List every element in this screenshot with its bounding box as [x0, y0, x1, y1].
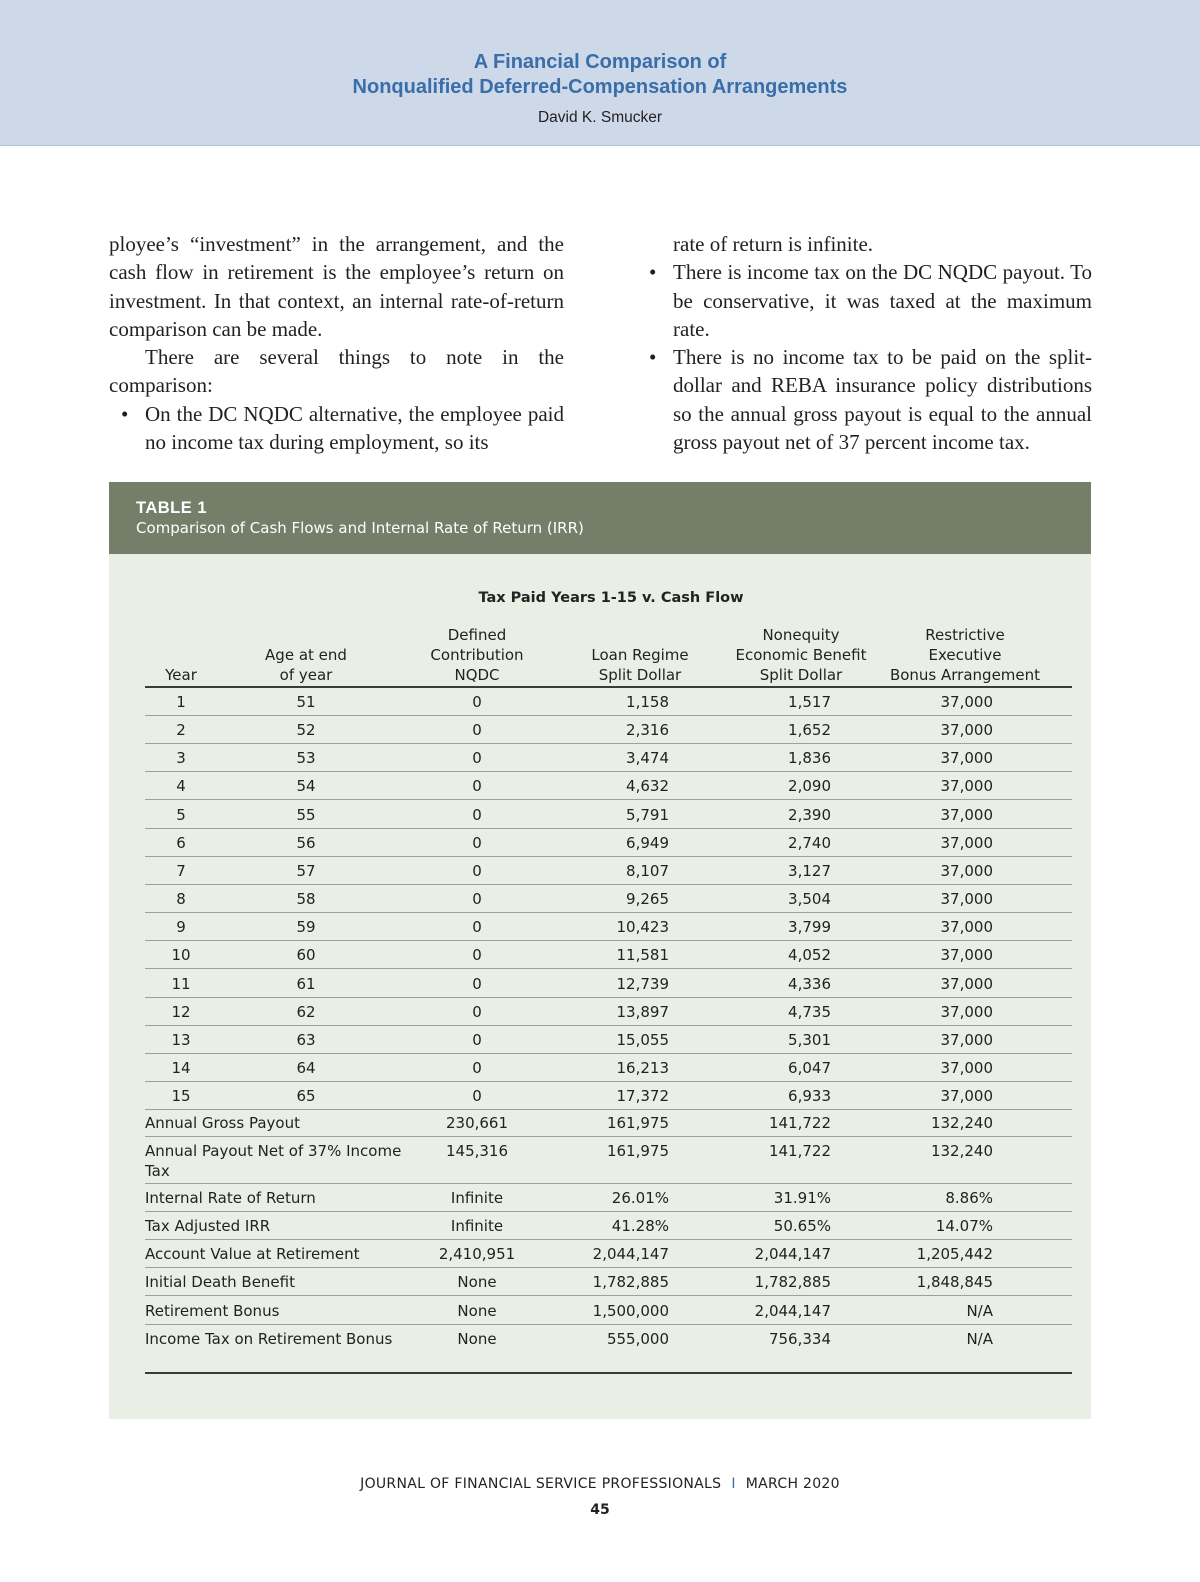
cell-reba: 37,000 — [940, 918, 993, 936]
table-rule — [145, 799, 1072, 800]
summary-label: Retirement Bonus — [145, 1302, 280, 1320]
cell-dc-nqdc: 0 — [472, 834, 482, 852]
cell-age: 64 — [296, 1059, 316, 1077]
cell-loan-regime: 5,791 — [626, 806, 669, 824]
bullet-continuation: rate of return is infinite. — [673, 232, 874, 256]
cell-year: 10 — [171, 946, 191, 964]
summary-reba: 132,240 — [930, 1142, 993, 1160]
summary-dc-nqdc: Infinite — [450, 1217, 504, 1235]
cell-loan-regime: 2,316 — [626, 721, 669, 739]
body-paragraph: ployee’s “investment” in the arrangement, and the cash flow in retirement is the employee’s return on investment. In that context, an internal rate-of-return comparison can be made. — [109, 232, 564, 341]
cell-year: 7 — [176, 862, 186, 880]
summary-loan-regime: 2,044,147 — [592, 1245, 669, 1263]
table-rule — [145, 1324, 1072, 1325]
cell-dc-nqdc: 0 — [472, 806, 482, 824]
cell-reba: 37,000 — [940, 721, 993, 739]
cell-nonequity: 5,301 — [788, 1031, 831, 1049]
cell-dc-nqdc: 0 — [472, 918, 482, 936]
cell-age: 59 — [296, 918, 316, 936]
summary-dc-nqdc: Infinite — [450, 1189, 504, 1207]
issue-date: MARCH 2020 — [745, 1476, 840, 1492]
summary-reba: 132,240 — [930, 1114, 993, 1132]
bullet-glyph: • — [121, 401, 129, 426]
table-rule — [145, 1211, 1072, 1212]
cell-reba: 37,000 — [940, 1003, 993, 1021]
summary-loan-regime: 1,782,885 — [592, 1273, 669, 1291]
cell-reba: 37,000 — [940, 1031, 993, 1049]
cell-year: 9 — [176, 918, 186, 936]
author-name: David K. Smucker — [537, 109, 663, 126]
table-rule — [145, 1295, 1072, 1296]
summary-loan-regime: 161,975 — [606, 1142, 669, 1160]
table-rule — [145, 771, 1072, 772]
cell-age: 58 — [296, 890, 316, 908]
cell-age: 60 — [296, 946, 316, 964]
cell-age: 51 — [296, 693, 316, 711]
cell-reba: 37,000 — [940, 890, 993, 908]
summary-dc-nqdc: None — [457, 1273, 497, 1291]
body-paragraph: There are several things to note in the comparison: — [109, 345, 564, 398]
cell-nonequity: 1,652 — [788, 721, 831, 739]
summary-loan-regime: 26.01% — [611, 1189, 669, 1207]
table-caption: Comparison of Cash Flows and Internal Rate of Return (IRR) — [136, 519, 584, 537]
summary-reba: N/A — [966, 1330, 993, 1348]
body-column-right — [637, 230, 1092, 456]
footer-separator: I — [731, 1476, 736, 1492]
cell-dc-nqdc: 0 — [472, 1059, 482, 1077]
cell-loan-regime: 6,949 — [626, 834, 669, 852]
cell-loan-regime: 17,372 — [616, 1087, 669, 1105]
cell-loan-regime: 1,158 — [626, 693, 669, 711]
cell-nonequity: 6,933 — [788, 1087, 831, 1105]
summary-label: Account Value at Retirement — [145, 1245, 360, 1263]
table-rule — [145, 743, 1072, 744]
cell-loan-regime: 13,897 — [616, 1003, 669, 1021]
summary-loan-regime: 1,500,000 — [592, 1302, 669, 1320]
cell-year: 15 — [171, 1087, 191, 1105]
summary-dc-nqdc: 2,410,951 — [438, 1245, 516, 1263]
bullet-item — [109, 400, 564, 457]
cell-nonequity: 3,504 — [788, 890, 831, 908]
cell-age: 61 — [296, 975, 316, 993]
summary-loan-regime: 41.28% — [611, 1217, 669, 1235]
summary-nonequity: 141,722 — [768, 1142, 831, 1160]
summary-dc-nqdc: 230,661 — [445, 1114, 509, 1132]
summary-reba: 8.86% — [945, 1189, 993, 1207]
summary-nonequity: 141,722 — [768, 1114, 831, 1132]
cell-loan-regime: 11,581 — [616, 946, 669, 964]
bullet-text: There is income tax on the DC NQDC payout. To be conservative, it was taxed at the maximum rate. — [673, 260, 1092, 341]
cell-dc-nqdc: 0 — [472, 1031, 482, 1049]
table-rule — [145, 968, 1072, 969]
summary-label: Income Tax on Retirement Bonus — [145, 1330, 393, 1348]
col-header-dc-nqdc: Defined Contribution NQDC — [430, 626, 524, 684]
bullet-item — [637, 343, 1092, 456]
cell-dc-nqdc: 0 — [472, 946, 482, 964]
cell-reba: 37,000 — [940, 806, 993, 824]
cell-loan-regime: 16,213 — [616, 1059, 669, 1077]
cell-nonequity: 4,336 — [788, 975, 831, 993]
cell-reba: 37,000 — [940, 834, 993, 852]
cell-nonequity: 2,390 — [788, 806, 831, 824]
summary-label: Annual Gross Payout — [145, 1114, 300, 1132]
cell-loan-regime: 4,632 — [626, 777, 669, 795]
cell-age: 57 — [296, 862, 316, 880]
cell-reba: 37,000 — [940, 1087, 993, 1105]
table-rule — [145, 1025, 1072, 1026]
cell-year: 3 — [176, 749, 186, 767]
cell-dc-nqdc: 0 — [472, 777, 482, 795]
summary-reba: 1,848,845 — [916, 1273, 993, 1291]
cell-age: 55 — [296, 806, 316, 824]
cell-loan-regime: 8,107 — [626, 862, 669, 880]
table-rule — [145, 1081, 1072, 1082]
cell-age: 63 — [296, 1031, 316, 1049]
cell-age: 65 — [296, 1087, 316, 1105]
summary-reba: N/A — [966, 1302, 993, 1320]
summary-nonequity: 2,044,147 — [754, 1302, 831, 1320]
cell-age: 52 — [296, 721, 316, 739]
table-rule — [145, 1053, 1072, 1054]
summary-nonequity: 756,334 — [768, 1330, 831, 1348]
bullet-text: There is no income tax to be paid on the split-dollar and REBA insurance policy distributions so the annual gross payout is equal to the annual gross payout net of 37 percent income tax. — [673, 345, 1092, 455]
cell-nonequity: 3,127 — [788, 862, 831, 880]
table-rule — [145, 686, 1072, 688]
running-header — [0, 0, 1200, 146]
cell-dc-nqdc: 0 — [472, 1087, 482, 1105]
table-rule — [145, 1109, 1072, 1110]
col-header-age: Age at end of year — [265, 646, 347, 684]
table-rule — [145, 1136, 1072, 1137]
cell-nonequity: 2,740 — [788, 834, 831, 852]
cell-reba: 37,000 — [940, 749, 993, 767]
cell-year: 6 — [176, 834, 186, 852]
cell-year: 5 — [176, 806, 186, 824]
cell-age: 62 — [296, 1003, 316, 1021]
cell-dc-nqdc: 0 — [472, 749, 482, 767]
col-header-nonequity: Nonequity Economic Benefit Split Dollar — [735, 626, 867, 684]
table-rule — [145, 884, 1072, 885]
cell-nonequity: 2,090 — [788, 777, 831, 795]
table-title-bar — [109, 482, 1091, 554]
cell-year: 12 — [171, 1003, 191, 1021]
table-rule — [145, 1183, 1072, 1184]
summary-label: Initial Death Benefit — [145, 1273, 295, 1291]
cell-dc-nqdc: 0 — [472, 862, 482, 880]
table-rule — [145, 828, 1072, 829]
cell-year: 8 — [176, 890, 186, 908]
col-header-loan-regime: Loan Regime Split Dollar — [591, 646, 689, 684]
cell-age: 54 — [296, 777, 316, 795]
cell-year: 4 — [176, 777, 186, 795]
cell-year: 13 — [171, 1031, 191, 1049]
cell-reba: 37,000 — [940, 975, 993, 993]
table-rule — [145, 1239, 1072, 1240]
summary-label: Internal Rate of Return — [145, 1189, 316, 1207]
page-number: 45 — [590, 1502, 610, 1518]
cell-year: 11 — [171, 975, 191, 993]
table-rule — [145, 912, 1072, 913]
summary-label: Annual Payout Net of 37% Income Tax — [145, 1142, 402, 1180]
journal-name: JOURNAL OF FINANCIAL SERVICE PROFESSIONALS — [360, 1476, 722, 1492]
summary-dc-nqdc: 145,316 — [445, 1142, 509, 1160]
table-panel — [109, 482, 1091, 1419]
cell-nonequity: 6,047 — [788, 1059, 831, 1077]
cell-nonequity: 3,799 — [788, 918, 831, 936]
table-rule — [145, 856, 1072, 857]
cell-year: 1 — [176, 693, 186, 711]
summary-nonequity: 1,782,885 — [754, 1273, 831, 1291]
cell-dc-nqdc: 0 — [472, 975, 482, 993]
table-rule — [145, 997, 1072, 998]
cell-nonequity: 1,836 — [788, 749, 831, 767]
article-title-line-2: Nonqualified Deferred-Compensation Arrangements — [352, 76, 848, 98]
cell-year: 2 — [176, 721, 186, 739]
summary-loan-regime: 161,975 — [606, 1114, 669, 1132]
cell-reba: 37,000 — [940, 777, 993, 795]
cell-nonequity: 1,517 — [788, 693, 831, 711]
table-rule — [145, 1372, 1072, 1374]
col-header-year: Year — [165, 666, 197, 684]
col-header-reba: Restrictive Executive Bonus Arrangement — [889, 626, 1041, 684]
summary-reba: 1,205,442 — [916, 1245, 993, 1263]
cell-reba: 37,000 — [940, 946, 993, 964]
bullet-glyph: • — [649, 345, 657, 370]
cell-loan-regime: 9,265 — [626, 890, 669, 908]
bullet-text: On the DC NQDC alternative, the employee paid no income tax during employment, so its — [145, 401, 564, 455]
cell-age: 53 — [296, 749, 316, 767]
summary-nonequity: 2,044,147 — [754, 1245, 831, 1263]
cell-nonequity: 4,052 — [788, 946, 831, 964]
page-footer — [0, 1476, 1200, 1492]
cell-age: 56 — [296, 834, 316, 852]
summary-nonequity: 31.91% — [773, 1189, 831, 1207]
cell-reba: 37,000 — [940, 862, 993, 880]
table-label: TABLE 1 — [136, 499, 208, 517]
bullet-item — [637, 258, 1092, 343]
table-rule — [145, 715, 1072, 716]
summary-dc-nqdc: None — [457, 1330, 497, 1348]
summary-nonequity: 50.65% — [773, 1217, 831, 1235]
cell-loan-regime: 15,055 — [616, 1031, 669, 1049]
cell-dc-nqdc: 0 — [472, 890, 482, 908]
table-rule — [145, 940, 1072, 941]
cell-loan-regime: 3,474 — [626, 749, 669, 767]
cell-dc-nqdc: 0 — [472, 1003, 482, 1021]
summary-dc-nqdc: None — [457, 1302, 497, 1320]
cell-loan-regime: 12,739 — [616, 975, 669, 993]
bullet-glyph: • — [649, 260, 657, 285]
summary-loan-regime: 555,000 — [606, 1330, 669, 1348]
body-column-left — [109, 230, 564, 456]
cell-dc-nqdc: 0 — [472, 693, 482, 711]
summary-reba: 14.07% — [935, 1217, 993, 1235]
cell-dc-nqdc: 0 — [472, 721, 482, 739]
cell-reba: 37,000 — [940, 1059, 993, 1077]
cell-nonequity: 4,735 — [788, 1003, 831, 1021]
table-rule — [145, 1267, 1072, 1268]
table-subhead: Tax Paid Years 1-15 v. Cash Flow — [478, 590, 744, 606]
cell-loan-regime: 10,423 — [616, 918, 669, 936]
cell-reba: 37,000 — [940, 693, 993, 711]
cell-year: 14 — [171, 1059, 191, 1077]
article-title-line-1: A Financial Comparison of — [473, 51, 727, 73]
summary-label: Tax Adjusted IRR — [145, 1217, 271, 1235]
